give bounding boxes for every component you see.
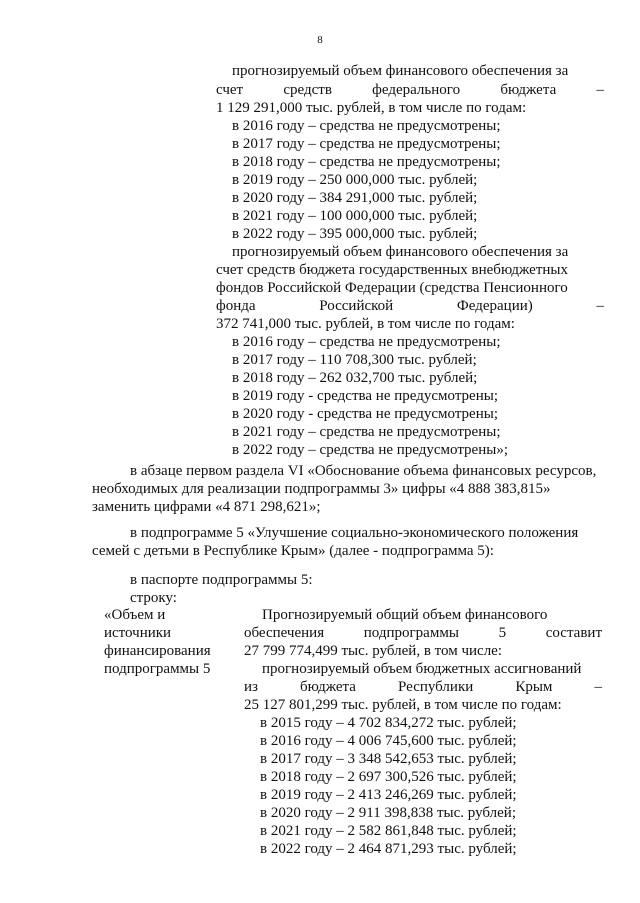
para2-line2: семей с детьми в Республике Крым» (далее - подпрограмма 5): [92,543,494,559]
list-item: в 2022 году – 395 000,000 тыс. рублей; [232,226,478,242]
list-item: в 2016 году – 4 006 745,600 тыс. рублей; [260,733,517,749]
left-line: финансирования [104,643,211,659]
word: Крым [515,679,553,695]
passport-line1: в паспорте подпрограммы 5: [130,572,313,588]
para1-line1: в абзаце первом раздела VI «Обоснование объема финансовых ресурсов, [130,463,597,479]
list-item: в 2017 году – 110 708,300 тыс. рублей; [232,352,477,368]
word: Республики [398,679,474,695]
word: Российской [319,298,394,314]
list-item: в 2019 году – 2 413 246,269 тыс. рублей; [260,787,517,803]
left-line: «Объем и [104,607,166,623]
word: бюджета [500,82,557,98]
list-item: в 2019 году - средства не предусмотрены; [232,388,498,404]
word: обеспечения [244,625,325,641]
word: федерального [372,82,461,98]
para1-line3: заменить цифрами «4 871 298,621»; [92,499,321,515]
word: – [596,82,604,98]
list-item: в 2021 году – средства не предусмотрены; [232,424,501,440]
page-number: 8 [317,34,323,46]
list-item: в 2016 году – средства не предусмотрены; [232,334,501,350]
para1-line2: необходимых для реализации подпрограммы 3» цифры «4 888 383,815» [92,481,551,497]
list-item: в 2015 году – 4 702 834,272 тыс. рублей; [260,715,517,731]
word: из [244,679,258,695]
passport-line2: строку: [130,590,177,606]
list-item: в 2020 году – 384 291,000 тыс. рублей; [232,190,478,206]
word: счет [216,82,244,98]
list-item: в 2017 году – средства не предусмотрены; [232,136,501,152]
block2-line2: счет средств бюджета государственных внебюджетных [216,262,569,278]
word: подпрограммы [363,625,459,641]
left-line: источники [104,625,172,641]
word: – [594,679,602,695]
list-item: в 2018 году – средства не предусмотрены; [232,154,501,170]
word: 5 [498,625,507,641]
table-r2 [244,624,602,642]
word: средств [283,82,332,98]
list-item: в 2022 году – 2 464 871,293 тыс. рублей; [260,841,517,857]
block2-line5: 372 741,000 тыс. рублей, в том числе по годам: [216,316,515,332]
block2-line1: прогнозируемый объем финансового обеспечения за [232,244,569,260]
word: Федерации) [456,298,533,314]
list-item: в 2022 году – средства не предусмотрены»; [232,442,508,458]
list-item: в 2018 году – 262 032,700 тыс. рублей; [232,370,478,386]
left-line: подпрограммы 5 [104,661,211,677]
table-r1: Прогнозируемый общий объем финансового [262,607,548,623]
list-item: в 2020 году - средства не предусмотрены; [232,406,498,422]
table-r5 [244,678,602,696]
word: бюджета [300,679,356,695]
list-item: в 2018 году – 2 697 300,526 тыс. рублей; [260,769,517,785]
table-r3: 27 799 774,499 тыс. рублей, в том числе: [244,643,503,659]
block2-line4 [216,297,604,315]
word: – [596,298,604,314]
word: составит [545,625,602,641]
list-item: в 2016 году – средства не предусмотрены; [232,118,501,134]
block2-line3: фондов Российской Федерации (средства Пенсионного [216,280,568,296]
list-item: в 2021 году – 2 582 861,848 тыс. рублей; [260,823,517,839]
list-item: в 2021 году – 100 000,000 тыс. рублей; [232,208,478,224]
list-item: в 2019 году – 250 000,000 тыс. рублей; [232,172,478,188]
block1-line3: 1 129 291,000 тыс. рублей, в том числе по годам: [216,100,527,116]
block1-line1: прогнозируемый объем финансового обеспечения за [232,63,569,79]
list-item: в 2020 году – 2 911 398,838 тыс. рублей; [260,805,516,821]
list-item: в 2017 году – 3 348 542,653 тыс. рублей; [260,751,517,767]
word: фонда [216,298,256,314]
table-r6: 25 127 801,299 тыс. рублей, в том числе по годам: [244,697,562,713]
table-r4: прогнозируемый объем бюджетных ассигнований [262,661,582,677]
para2-line1: в подпрограмме 5 «Улучшение социально-экономического положения [130,525,579,541]
block1-line2 [216,81,604,99]
